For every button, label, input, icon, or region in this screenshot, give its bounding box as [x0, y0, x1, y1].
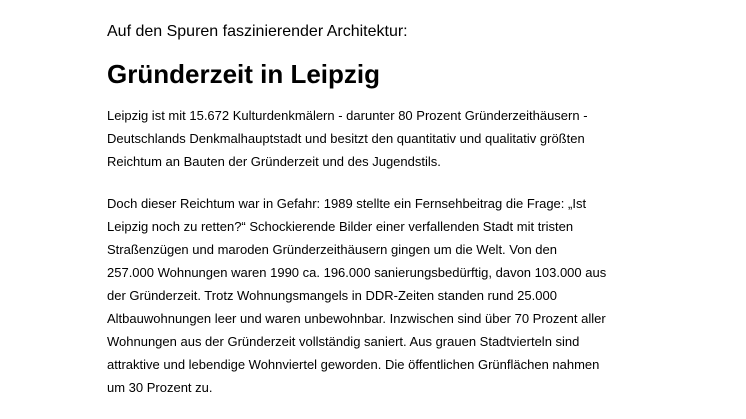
paragraph-line: Straßenzügen und maroden Gründerzeithäusern gingen um die Welt. Von den: [107, 242, 557, 257]
paragraph-line: Leipzig noch zu retten?“ Schockierende Bilder einer verfallenden Stadt mit tristen: [107, 219, 574, 234]
paragraph-line: attraktive und lebendige Wohnviertel geworden. Die öffentlichen Grünflächen nahmen: [107, 357, 600, 372]
paragraph-line: Deutschlands Denkmalhauptstadt und besitzt den quantitativ und qualitativ größten: [107, 131, 585, 146]
paragraph-line: 257.000 Wohnungen waren 1990 ca. 196.000 sanierungsbedürftig, davon 103.000 aus: [107, 265, 607, 280]
paragraph-line: Wohnungen aus der Gründerzeit vollständig saniert. Aus grauen Stadtvierteln sind: [107, 334, 580, 349]
paragraph-line: Leipzig ist mit 15.672 Kulturdenkmälern - darunter 80 Prozent Gründerzeithäusern -: [107, 108, 588, 123]
paragraph-intro: [107, 104, 588, 173]
paragraph-history: [107, 192, 606, 399]
paragraph-line: der Gründerzeit. Trotz Wohnungsmangels in DDR-Zeiten standen rund 25.000: [107, 288, 557, 303]
paragraph-line: um 30 Prozent zu.: [107, 380, 213, 395]
document-subtitle: Auf den Spuren faszinierender Architektur:: [107, 23, 408, 40]
document-title: Gründerzeit in Leipzig: [107, 59, 381, 89]
paragraph-line: Reichtum an Bauten der Gründerzeit und des Jugendstils.: [107, 154, 441, 169]
paragraph-line: Altbauwohnungen leer und waren unbewohnbar. Inzwischen sind über 70 Prozent aller: [107, 311, 606, 326]
paragraph-line: Doch dieser Reichtum war in Gefahr: 1989 stellte ein Fernsehbeitrag die Frage: „Ist: [107, 196, 587, 211]
